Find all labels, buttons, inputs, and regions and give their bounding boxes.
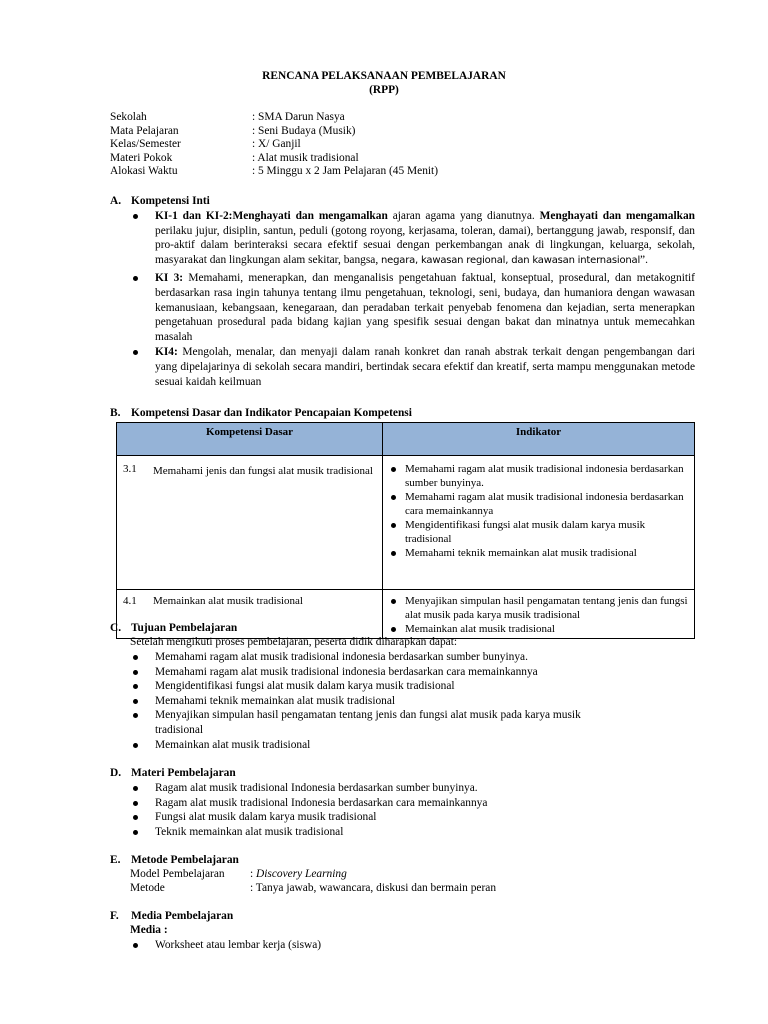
kd-indikator-table: [116, 422, 695, 639]
section-letter: F.: [110, 910, 119, 922]
list-item: [389, 622, 690, 636]
section-a-heading: [110, 194, 210, 209]
text: Mengolah, menalar, dan menyaji dalam ranah konkret dan ranah abstrak terkait dengan pengembangan dari yang dipelajarinya di sekolah secara mandiri, bertindak secara efektif dan kreatif, serta mampu menggunakan metode sesuai kaidah keilmuan: [155, 346, 695, 388]
bullet-icon: [130, 650, 155, 665]
info-row: [110, 110, 438, 124]
info-value: : Alat musik tradisional: [252, 151, 359, 164]
text: negara, kawasan regional, dan kawasan internasional: [381, 254, 641, 266]
section-e-heading: [110, 853, 239, 868]
list-item-text: Memahami ragam alat musik tradisional indonesia berdasarkan sumber bunyinya.: [155, 651, 528, 663]
info-value: : SMA Darun Nasya: [252, 111, 345, 123]
info-row: [110, 124, 438, 138]
list-item: [130, 650, 695, 665]
kompetensi-inti-list: [130, 209, 695, 389]
list-item: [130, 738, 695, 753]
section-title: Kompetensi Dasar dan Indikator Pencapaian Kompetensi: [131, 407, 412, 419]
bullet-icon: [130, 796, 155, 811]
bullet-icon: [389, 462, 405, 490]
model-row: [130, 867, 347, 882]
list-item-text: Ragam alat musik tradisional Indonesia berdasarkan sumber bunyinya.: [155, 782, 478, 794]
bullet-icon: [389, 594, 405, 622]
metode-row: [130, 881, 496, 896]
info-label: Kelas/Semester: [110, 138, 181, 151]
list-item-text: Teknik memainkan alat musik tradisional: [155, 825, 344, 838]
indikator-text: Memahami ragam alat musik tradisional indonesia berdasarkan sumber bunyinya.: [405, 463, 684, 489]
tujuan-intro: Setelah mengikuti proses pembelajaran, peserta didik diharapkan dapat:: [130, 636, 458, 648]
bullet-icon: [389, 546, 405, 560]
bold-text: KI4:: [155, 346, 178, 359]
indikator-text: Memahami teknik memainkan alat musik tradisional: [405, 547, 637, 559]
text: ajaran agama yang dianutnya.: [387, 210, 540, 222]
section-f-heading: [110, 909, 233, 924]
list-item: [389, 462, 690, 490]
indikator-text: Mengidentifikasi fungsi alat musik dalam karya musik tradisional: [405, 519, 646, 545]
kd-number: 4.1: [123, 595, 137, 607]
bullet-icon: [130, 271, 155, 344]
list-item: [389, 518, 690, 546]
table-cell: [117, 456, 383, 590]
bullet-icon: [130, 345, 155, 389]
list-item-text: Menyajikan simpulan hasil pengamatan tentang jenis dan fungsi alat musik pada karya musik tradisional: [155, 709, 581, 736]
table-header-row: [117, 423, 695, 456]
text: ”.: [640, 253, 648, 266]
bullet-icon: [130, 781, 155, 796]
info-label: Alokasi Waktu: [110, 165, 178, 178]
section-title: Media Pembelajaran: [131, 910, 234, 922]
section-letter: C.: [110, 622, 122, 634]
indikator-text: Memainkan alat musik tradisional: [405, 623, 555, 635]
bullet-icon: [130, 938, 155, 953]
text: Memahami, menerapkan, dan menganalisis pengetahuan faktual, konseptual, prosedural, dan metakognitif berdasarkan rasa ingin tahunya tentang ilmu pengetahuan, teknologi, seni, budaya, dan humaniora dengan wawasan kemanusiaan, kebangsaan, kenegaraan, dan peradaban terkait penyebab fenomena dan kejadian, serta menerapkan pengetahuan prosedural pada bidang kajian yang spesifik sesuai dengan bakat dan minatnya untuk memecahkan masalah: [155, 272, 695, 343]
model-label: Model Pembelajaran: [130, 868, 225, 880]
indikator-text: Memahami ragam alat musik tradisional indonesia berdasarkan cara memainkannya: [405, 491, 684, 517]
list-item: [130, 796, 695, 811]
identity-block: [110, 110, 438, 178]
bullet-icon: [130, 738, 155, 753]
list-item-text: [155, 345, 695, 389]
kd-text: Memahami jenis dan fungsi alat musik tradisional: [153, 465, 373, 477]
bullet-icon: [130, 708, 155, 737]
info-row: [110, 151, 438, 165]
info-value: : 5 Minggu x 2 Jam Pelajaran (45 Menit): [252, 165, 439, 178]
section-letter: B.: [110, 407, 121, 419]
indikator-text: Menyajikan simpulan hasil pengamatan tentang jenis dan fungsi alat musik pada karya musik tradisional: [405, 595, 688, 621]
bullet-icon: [389, 490, 405, 518]
section-letter: A.: [110, 195, 122, 207]
bullet-icon: [130, 209, 155, 268]
info-row: [110, 164, 438, 178]
list-item-text: Mengidentifikasi fungsi alat musik dalam karya musik tradisional: [155, 680, 455, 693]
list-item-text: [155, 209, 695, 268]
section-letter: E.: [110, 854, 121, 866]
list-item-text: Worksheet atau lembar kerja (siswa): [155, 939, 322, 951]
list-item: [130, 209, 695, 268]
list-item: [389, 546, 690, 560]
column-header: Kompetensi Dasar: [117, 423, 383, 456]
section-c-heading: [110, 621, 237, 636]
list-item-text: Fungsi alat musik dalam karya musik tradisional: [155, 811, 377, 824]
bullet-icon: [130, 679, 155, 694]
list-item-text: Memahami teknik memainkan alat musik tradisional: [155, 694, 396, 707]
list-item: [130, 665, 695, 680]
bullet-icon: [130, 825, 155, 840]
info-value: : Seni Budaya (Musik): [252, 124, 356, 137]
bullet-icon: [389, 518, 405, 546]
list-item: [130, 271, 695, 344]
bold-text: Menghayati dan mengamalkan: [539, 210, 695, 222]
info-row: [110, 137, 438, 151]
list-item: [389, 490, 690, 518]
list-item: [130, 694, 695, 709]
section-title: Materi Pembelajaran: [131, 767, 236, 779]
list-item-text: Ragam alat musik tradisional Indonesia berdasarkan cara memainkannya: [155, 796, 488, 809]
model-separator: :: [250, 868, 257, 880]
section-title: Metode Pembelajaran: [131, 854, 239, 866]
text: perilaku jujur, disiplin, santun, peduli (gotong royong, kerjasama, toleran, damai), bertanggung jawab, responsif, dan pro-aktif dalam berinteraksi secara efektif sesuai dengan perkembangan anak di lingkungan, keluarga, sekolah, masyarakat dan lingkungan alam sekitar, bangsa,: [155, 224, 695, 266]
section-b-heading: [110, 406, 412, 421]
metode-value: : Tanya jawab, wawancara, diskusi dan bermain peran: [250, 882, 497, 894]
document-title: RENCANA PELAKSANAAN PEMBELAJARAN: [262, 70, 506, 82]
bold-text: KI-1 dan KI-2:Menghayati dan mengamalkan: [155, 210, 388, 222]
list-item: [130, 708, 630, 737]
metode-label: Metode: [130, 882, 165, 894]
media-label: Media :: [130, 924, 168, 936]
list-item: [130, 345, 695, 389]
materi-list: [130, 781, 695, 839]
table-cell: [383, 456, 695, 590]
bullet-icon: [130, 694, 155, 709]
bold-text: KI 3:: [155, 272, 184, 285]
info-label: Sekolah: [110, 111, 147, 123]
document-subtitle: (RPP): [369, 84, 399, 96]
info-label: Mata Pelajaran: [110, 124, 179, 137]
model-value: Discovery Learning: [256, 868, 347, 880]
kd-number: 3.1: [123, 463, 137, 475]
tujuan-list: [130, 650, 695, 752]
list-item-text: Memainkan alat musik tradisional: [155, 738, 311, 751]
section-title: Tujuan Pembelajaran: [131, 622, 238, 634]
list-item: [389, 594, 690, 622]
section-title: Kompetensi Inti: [131, 195, 210, 207]
table-cell: [383, 590, 695, 639]
bullet-icon: [130, 810, 155, 825]
bullet-icon: [389, 622, 405, 636]
info-label: Materi Pokok: [110, 151, 173, 164]
column-header: Indikator: [383, 423, 695, 456]
list-item: [130, 938, 695, 953]
list-item-text: Memahami ragam alat musik tradisional indonesia berdasarkan cara memainkannya: [155, 665, 538, 678]
kd-text: Memainkan alat musik tradisional: [153, 595, 303, 607]
info-value: : X/ Ganjil: [252, 138, 301, 151]
list-item: [130, 825, 695, 840]
section-d-heading: [110, 766, 236, 781]
list-item: [130, 781, 695, 796]
list-item: [130, 679, 695, 694]
list-item-text: [155, 271, 695, 344]
list-item: [130, 810, 695, 825]
media-list: [130, 938, 695, 953]
table-row: [117, 456, 695, 590]
section-letter: D.: [110, 767, 122, 779]
bullet-icon: [130, 665, 155, 680]
